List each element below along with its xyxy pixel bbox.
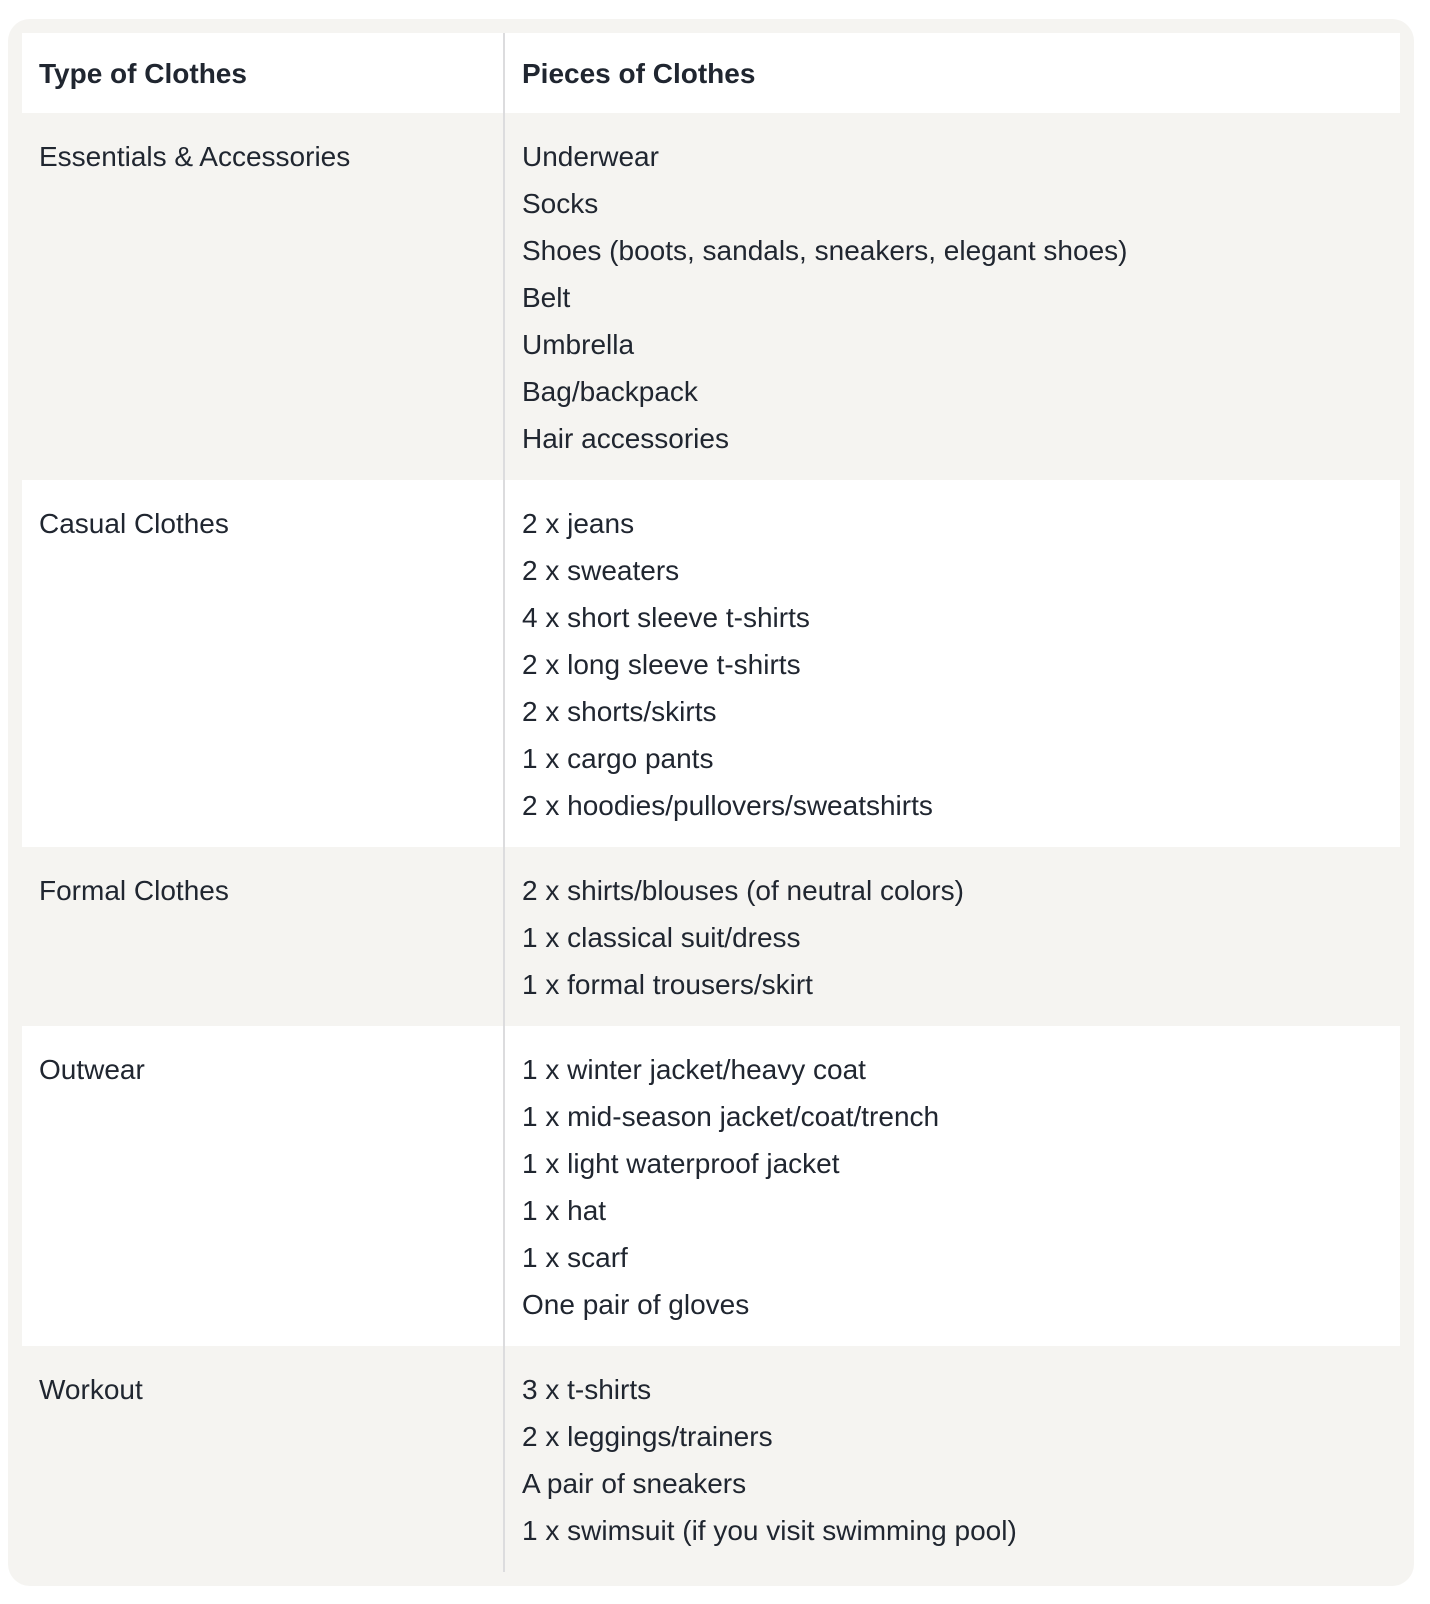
row-pieces-list	[503, 480, 1400, 847]
row-type-label: Casual Clothes	[39, 508, 229, 539]
row-pieces-list	[503, 113, 1400, 480]
table-row	[22, 847, 1400, 1026]
row-pieces-list	[503, 847, 1400, 1026]
table-header-row	[22, 33, 1400, 113]
table-rows	[22, 113, 1400, 1572]
row-type-label: Essentials & Accessories	[39, 141, 351, 172]
piece-line: Belt	[522, 282, 571, 313]
clothes-packing-table	[8, 19, 1414, 1586]
piece-line: 1 x scarf	[522, 1242, 628, 1273]
piece-line: A pair of sneakers	[522, 1468, 747, 1499]
row-type-label: Formal Clothes	[39, 875, 229, 906]
piece-line: Socks	[522, 188, 599, 219]
piece-line: Bag/backpack	[522, 376, 698, 407]
column-header-type-of-clothes: Type of Clothes	[39, 57, 247, 89]
column-header-label: Pieces of Clothes	[522, 57, 756, 89]
row-pieces-list	[503, 1026, 1400, 1346]
piece-line: 4 x short sleeve t-shirts	[522, 602, 810, 633]
piece-line: Hair accessories	[522, 423, 729, 454]
piece-line: 1 x cargo pants	[522, 743, 714, 774]
piece-line: 2 x hoodies/pullovers/sweatshirts	[522, 790, 933, 821]
piece-line: 1 x formal trousers/skirt	[522, 969, 813, 1000]
piece-line: 2 x long sleeve t-shirts	[522, 649, 801, 680]
piece-line: 3 x t-shirts	[522, 1374, 652, 1405]
piece-line: Umbrella	[522, 329, 635, 360]
piece-line: 1 x light waterproof jacket	[522, 1148, 840, 1179]
piece-line: 2 x jeans	[522, 508, 635, 539]
table-row	[22, 480, 1400, 847]
piece-line: Shoes (boots, sandals, sneakers, elegant shoes)	[522, 235, 1128, 266]
table-row	[22, 1346, 1400, 1572]
piece-line: 1 x mid-season jacket/coat/trench	[522, 1101, 940, 1132]
piece-line: One pair of gloves	[522, 1289, 750, 1320]
piece-line: 2 x shirts/blouses (of neutral colors)	[522, 875, 964, 906]
piece-line: 2 x shorts/skirts	[522, 696, 717, 727]
column-header-pieces-of-clothes	[503, 33, 1400, 113]
piece-line: 2 x sweaters	[522, 555, 680, 586]
row-type-label: Outwear	[39, 1054, 145, 1085]
table-row	[22, 113, 1400, 480]
piece-line: 1 x swimsuit (if you visit swimming pool)	[522, 1515, 1017, 1546]
piece-line: Underwear	[522, 141, 659, 172]
piece-line: 1 x hat	[522, 1195, 607, 1226]
table-row	[22, 1026, 1400, 1346]
piece-line: 1 x classical suit/dress	[522, 922, 801, 953]
row-pieces-list	[503, 1346, 1400, 1572]
piece-line: 2 x leggings/trainers	[522, 1421, 773, 1452]
row-type-label: Workout	[39, 1374, 143, 1405]
piece-line: 1 x winter jacket/heavy coat	[522, 1054, 866, 1085]
